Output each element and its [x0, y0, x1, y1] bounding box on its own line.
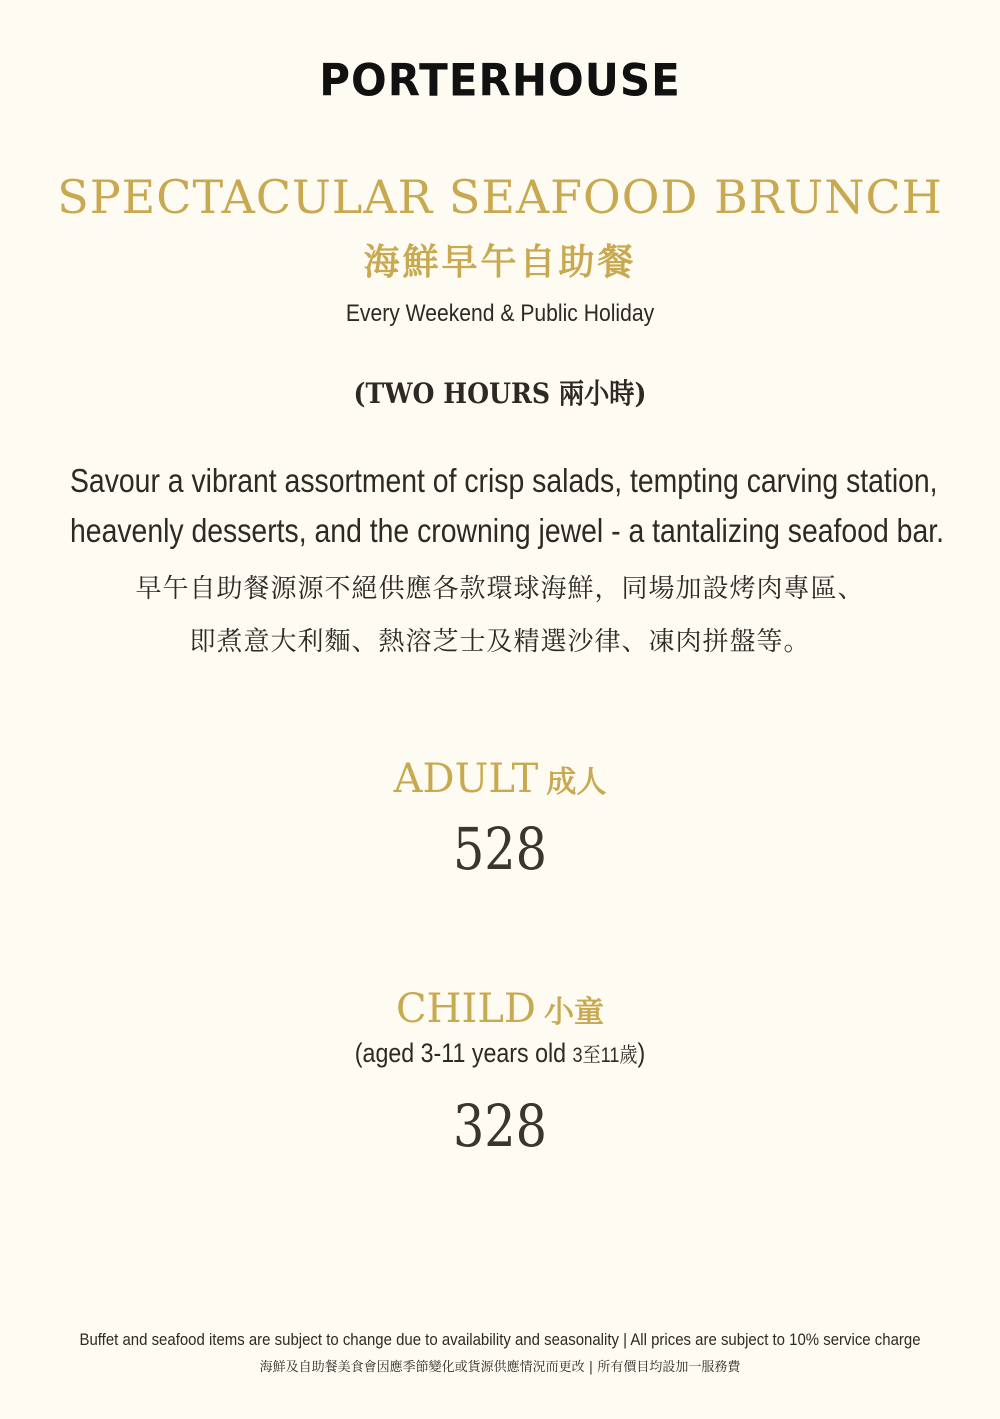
child-label-zh: 小童	[543, 995, 604, 1030]
adult-label	[0, 756, 1000, 802]
brand-logo: PORTERHOUSE	[319, 54, 681, 107]
child-label-en: CHILD	[396, 986, 536, 1032]
child-age-en: (aged 3-11 years old	[354, 1038, 573, 1068]
menu-title-zh: 海鮮早午自助餐	[363, 242, 637, 283]
description-zh-line-2: 即煮意大利麵、熱溶芝士及精選沙律、凍肉拼盤等。	[189, 627, 811, 657]
footer-note-en: Buffet and seafood items are subject to change due to availability and seasonality | All prices are subject to 10% service charge	[79, 1330, 921, 1349]
duration-text: (TWO HOURS 兩小時)	[353, 377, 647, 410]
adult-label-zh: 成人	[546, 765, 607, 800]
child-label	[0, 986, 1000, 1032]
adult-price: 528	[452, 815, 548, 883]
description-zh-line-1: 早午自助餐源源不絕供應各款環球海鮮，同場加設烤肉專區、	[135, 574, 865, 604]
schedule-text: Every Weekend & Public Holiday	[345, 300, 655, 327]
menu-title-en: SPECTACULAR SEAFOOD BRUNCH	[57, 170, 943, 224]
footer-note-zh: 海鮮及自助餐美食會因應季節變化或貨源供應情況而更改 | 所有價目均設加一服務費	[259, 1360, 741, 1375]
child-age-zh: 3至11歲	[572, 1044, 638, 1067]
description-en-line-1: Savour a vibrant assortment of crisp salads, tempting carving station,	[70, 462, 938, 499]
adult-label-en: ADULT	[393, 756, 539, 802]
description-en-line-2: heavenly desserts, and the crowning jewel - a tantalizing seafood bar.	[70, 512, 945, 549]
child-age-close: )	[637, 1038, 646, 1068]
child-price: 328	[452, 1092, 548, 1160]
child-age-note	[70, 1038, 930, 1069]
